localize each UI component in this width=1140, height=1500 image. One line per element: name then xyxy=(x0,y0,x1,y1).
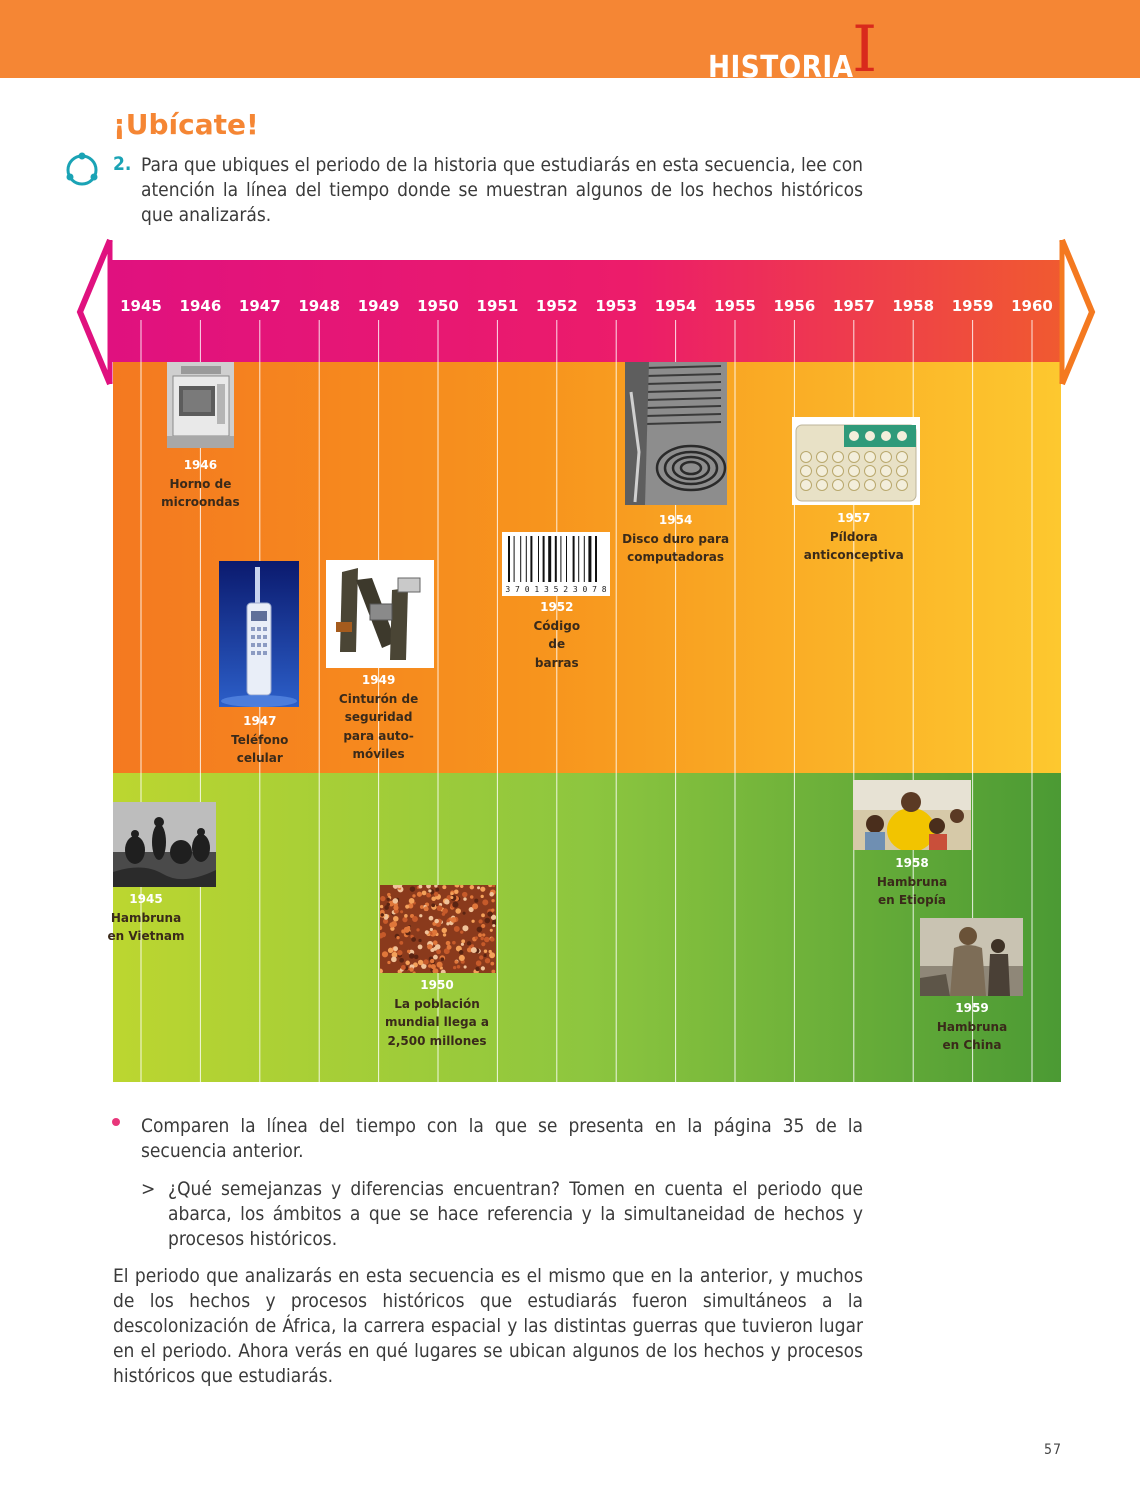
event-caption xyxy=(200,712,320,768)
activity-text: Para que ubiques el periodo de la historia que estudiarás en esta secuencia, lee con atención la línea del tiempo donde se muestran algunos de los hechos históricos que analizarás. xyxy=(141,154,863,226)
activity-number: 2. xyxy=(113,153,132,175)
event-year: 1954 xyxy=(658,513,693,527)
microwave-oven-photo xyxy=(167,362,234,448)
event-caption xyxy=(852,854,972,910)
event-caption xyxy=(497,598,617,672)
event-label: Cinturón de xyxy=(338,691,419,706)
sub-item-text: ¿Qué semejanzas y diferencias encuentran? Tomen en cuenta el periodo que abarca, los ámbitos a que se hace referencia y la simultaneidad de hechos y procesos históricos. xyxy=(168,1178,863,1250)
event-label: computadoras xyxy=(627,550,724,564)
event-year: 1946 xyxy=(183,458,218,472)
event-label: barras xyxy=(534,655,579,670)
year-label: 1950 xyxy=(417,297,459,315)
header-numeral: I xyxy=(852,13,878,87)
header-title: HISTORIA xyxy=(708,50,854,85)
year-label: 1949 xyxy=(357,297,400,315)
page-number: 57 xyxy=(1044,1442,1063,1458)
event-label: en Etiopía xyxy=(878,893,946,907)
event-label: 2,500 millones xyxy=(387,1033,487,1048)
year-label: 1945 xyxy=(120,297,162,315)
event-label: microondas xyxy=(161,495,240,509)
event-label: mundial llega a xyxy=(384,1015,489,1029)
event-caption xyxy=(86,890,206,946)
event-label: Disco duro para xyxy=(622,531,730,546)
event-label: para auto- xyxy=(343,728,414,743)
year-label: 1957 xyxy=(832,297,875,315)
event-year: 1950 xyxy=(420,978,454,992)
event-label: Píldora xyxy=(829,529,878,544)
event-label: en Vietnam xyxy=(107,929,185,943)
body-paragraph: El periodo que analizarás en esta secuencia es el mismo que en la anterior, y muchos de los hechos y procesos históricos que estudiarás fueron simultáneos a la descolonización de África, la carrera espacial y las distintas guerras que tuvieron lugar en el periodo. Ahora verás en qué lugares se ubican algunos de los hechos y procesos históricos que estudiarás. xyxy=(113,1265,863,1387)
bullet-text: Comparen la línea del tiempo con la que se presenta en la página 35 de la secuencia anterior. xyxy=(141,1115,863,1162)
event-label: móviles xyxy=(352,747,405,761)
year-label: 1954 xyxy=(654,297,697,315)
event-year: 1945 xyxy=(129,892,163,906)
vietnam-famine-photo xyxy=(113,802,216,887)
event-year: 1957 xyxy=(837,511,871,525)
event-caption xyxy=(140,456,260,512)
year-label: 1959 xyxy=(951,297,994,315)
china-famine-photo xyxy=(920,918,1023,996)
event-year: 1947 xyxy=(243,714,277,728)
world-population-photo xyxy=(380,885,496,973)
event-year: 1959 xyxy=(955,1001,989,1015)
ethiopia-famine-photo xyxy=(853,780,971,850)
event-caption xyxy=(377,976,497,1050)
year-label: 1960 xyxy=(1011,297,1053,315)
right-arrow-icon xyxy=(1062,240,1092,384)
hard-disk-photo xyxy=(625,362,727,505)
year-label: 1955 xyxy=(714,297,756,315)
year-label: 1952 xyxy=(535,297,578,315)
year-label: 1951 xyxy=(476,297,519,315)
left-arrow-icon xyxy=(80,240,110,384)
sub-item-marker: > xyxy=(141,1178,156,1200)
event-label: en China xyxy=(942,1038,1002,1052)
bullet-dot xyxy=(112,1118,120,1126)
barcode-digits: 3 7 0 1 3 5 2 3 0 7 8 xyxy=(505,585,607,594)
event-caption xyxy=(319,671,439,764)
event-year: 1952 xyxy=(540,600,574,614)
seat-belt-photo xyxy=(326,560,434,668)
contraceptive-pill-photo xyxy=(792,417,920,505)
event-label: seguridad xyxy=(344,710,413,724)
year-label: 1956 xyxy=(773,297,816,315)
event-year: 1958 xyxy=(895,856,929,870)
event-year: 1949 xyxy=(361,673,396,687)
year-label: 1947 xyxy=(238,297,281,315)
event-label: de xyxy=(548,637,566,651)
barcode-photo xyxy=(502,532,610,596)
year-label: 1948 xyxy=(298,297,341,315)
event-label: anticonceptiva xyxy=(803,548,904,562)
event-caption xyxy=(794,509,914,565)
event-label: Código xyxy=(533,618,581,633)
event-caption xyxy=(616,511,736,567)
cell-phone-photo xyxy=(219,561,299,707)
event-label: Hambruna xyxy=(876,874,948,889)
event-label: celular xyxy=(236,751,283,765)
section-title: ¡Ubícate! xyxy=(113,108,259,141)
event-label: La población xyxy=(394,996,480,1011)
year-label: 1946 xyxy=(179,297,222,315)
event-label: Hambruna xyxy=(936,1019,1008,1034)
year-label: 1953 xyxy=(595,297,638,315)
year-label: 1958 xyxy=(892,297,935,315)
event-caption xyxy=(912,999,1032,1055)
event-label: Horno de xyxy=(169,476,232,491)
event-label: Teléfono xyxy=(231,732,289,747)
event-label: Hambruna xyxy=(110,910,182,925)
